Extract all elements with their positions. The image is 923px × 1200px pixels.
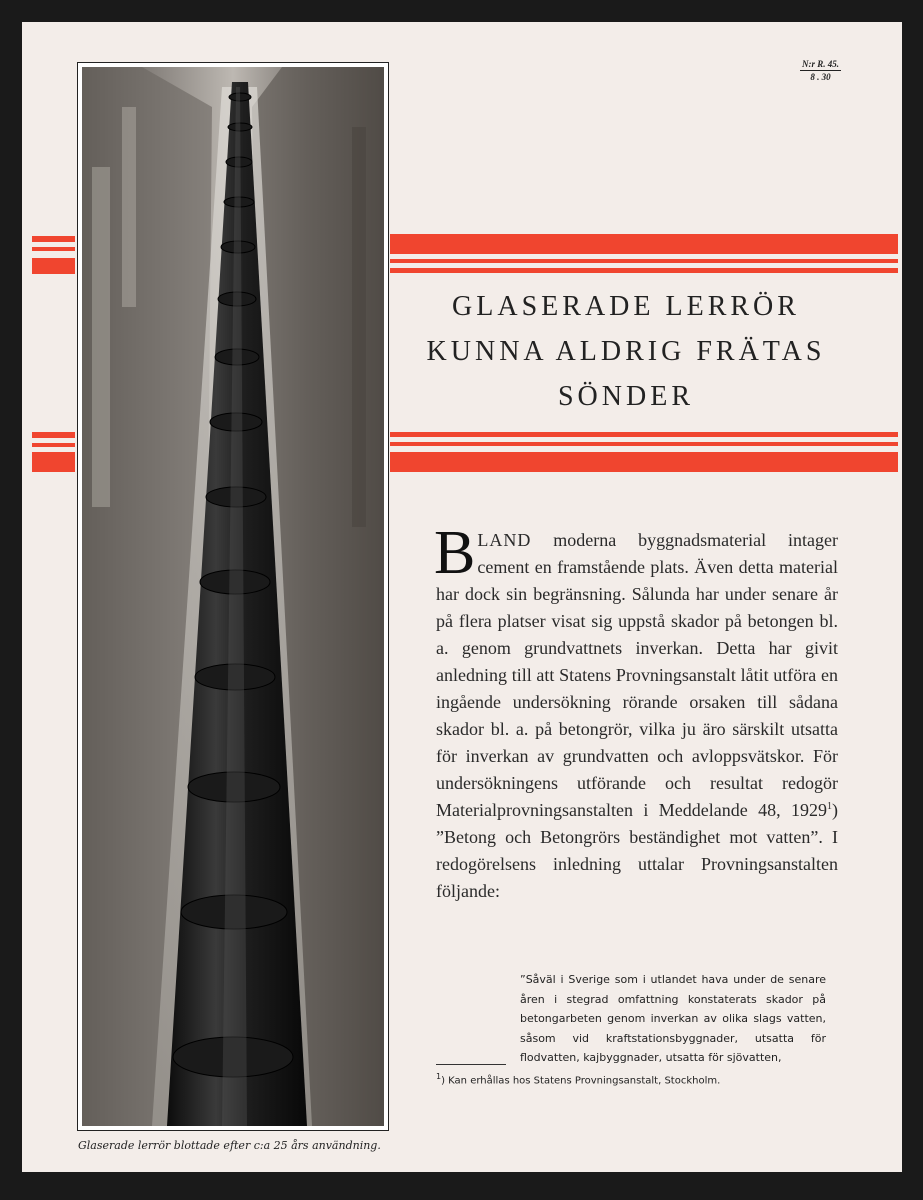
article-body bbox=[434, 519, 838, 905]
body-text-part2: ) ”Betong och Betongrörs beständighet mot vatten”. I redogörelsens inledning uttalar Provningsanstalten följande: bbox=[436, 800, 838, 901]
title-line-1: GLASERADE LERRÖR bbox=[452, 291, 800, 322]
title-line-3: SÖNDER bbox=[557, 381, 694, 412]
drop-cap: B bbox=[434, 519, 476, 587]
left-stripe-top-1 bbox=[32, 236, 75, 242]
footnote-reference: 1 bbox=[827, 801, 832, 812]
left-stripe-bot-1 bbox=[32, 432, 75, 438]
quoted-passage: ”Såväl i Sverige som i utlandet hava under de senare åren i stegrad omfattning konstaterats skador på betongarbeten genom inverkan av olika slags vatten, såsom vid kraftstationsbyggnader, utsatta för flodvatten, kajbyggnader, utsatta för sjövatten, bbox=[520, 973, 826, 1064]
left-stripe-bot-3 bbox=[32, 452, 75, 472]
trench-pipe-photo bbox=[77, 62, 389, 1131]
reference-code: N:r R. 45. bbox=[801, 59, 839, 69]
left-stripe-top-3 bbox=[32, 258, 75, 274]
photo-caption: Glaserade lerrör blottade efter c:a 25 års användning. bbox=[78, 1139, 381, 1152]
right-stripe-bot-2 bbox=[390, 442, 898, 446]
right-stripe-top-1 bbox=[390, 234, 898, 254]
footnote-mark: 1 bbox=[436, 1072, 442, 1081]
pipe-trench-image bbox=[82, 67, 384, 1126]
lead-word: LAND bbox=[477, 530, 532, 550]
right-stripe-bot-3 bbox=[390, 452, 898, 472]
footnote bbox=[436, 1072, 720, 1086]
reference-number bbox=[800, 59, 841, 82]
right-stripe-top-2 bbox=[390, 259, 898, 263]
title-line-2: KUNNA ALDRIG FRÄTAS bbox=[426, 336, 826, 367]
left-stripe-top-2 bbox=[32, 247, 75, 251]
right-stripe-top-3 bbox=[390, 268, 898, 273]
footnote-text: ) Kan erhållas hos Statens Provningsanstalt, Stockholm. bbox=[441, 1075, 721, 1087]
body-text-part1: moderna byggnadsmaterial intager cement en framstående plats. Även detta material har dock sin begränsning. Sålunda har under senare år på flera platser visat sig uppstå skador på betongen bl. a. genom grundvattnets inverkan. Detta har givit anledning till att Statens Provningsanstalt låtit utföra en ingående undersökning rörande orsaken till sådana skador bl. a. på betongrör, vilka ju äro särskilt utsatta för inverkan av grundvatten och avloppsvätskor. För undersökningens utförande och resultat redogör Materialprovningsanstalten i Meddelande 48, 1929 bbox=[436, 530, 838, 820]
document-page bbox=[22, 22, 902, 1172]
right-stripe-bot-1 bbox=[390, 432, 898, 437]
footnote-divider bbox=[436, 1064, 506, 1065]
article-title bbox=[414, 284, 838, 419]
reference-date: 8 . 30 bbox=[810, 72, 831, 82]
left-stripe-bot-2 bbox=[32, 443, 75, 447]
